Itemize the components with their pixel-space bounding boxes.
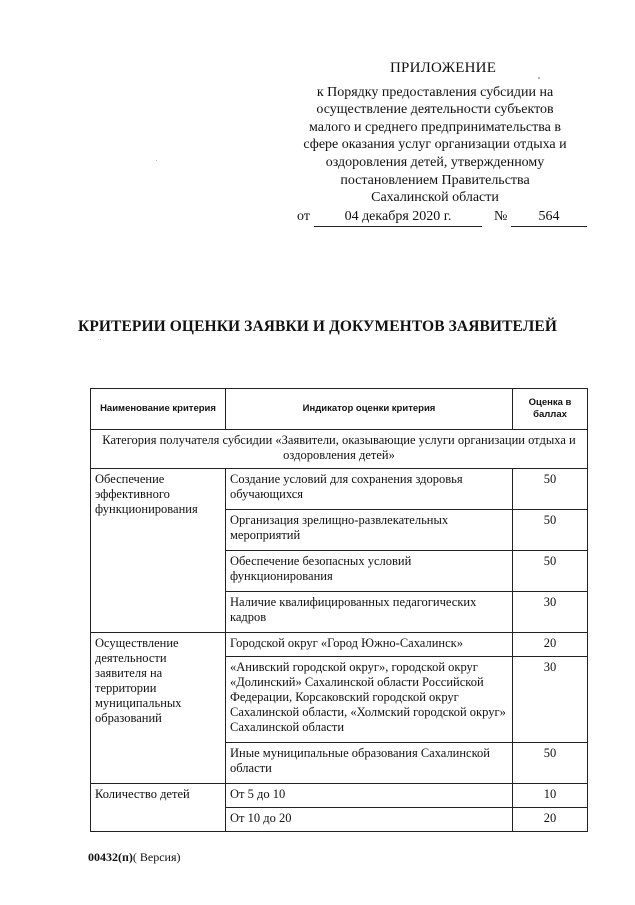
indicator-cell: Городской округ «Город Южно-Сахалинск» [226, 633, 513, 657]
number-label: № [494, 209, 508, 224]
category-cell: Категория получателя субсидии «Заявители, оказывающие услуги организации отдыха и оздоровления детей» [91, 430, 588, 469]
appendix-line: к Порядку предоставления субсидии на [316, 84, 554, 100]
indicator-cell: «Анивский городской округ», городской округ «Долинский» Сахалинской области Российской Федерации, Корсаковский городской округ Сахалинской области, «Холмский городской округ» Сахалинской области [226, 657, 513, 743]
document-code: 00432(п) [88, 850, 133, 864]
header-score: Оценка в баллах [513, 389, 588, 430]
scan-speck [156, 160, 157, 161]
indicator-cell: Наличие квалифицированных педагогических кадров [226, 592, 513, 633]
category-row [91, 430, 588, 469]
score-cell: 50 [513, 469, 588, 510]
criterion-name: Количество детей [91, 784, 226, 832]
appendix-line: постановлением Правительства [340, 172, 530, 188]
header-criterion-name: Наименование критерия [91, 389, 226, 430]
table-row [91, 633, 588, 657]
score-cell: 30 [513, 657, 588, 743]
appendix-header [280, 60, 590, 207]
table-row [91, 784, 588, 808]
criteria-table [90, 388, 588, 832]
indicator-cell: От 5 до 10 [226, 784, 513, 808]
from-label: от [297, 209, 310, 224]
appendix-line: осуществление деятельности субъектов [316, 102, 554, 118]
resolution-date: 04 декабря 2020 г. [314, 209, 482, 227]
resolution-date-row [297, 209, 589, 227]
indicator-cell: Иные муниципальные образования Сахалинской области [226, 743, 513, 784]
header-indicator: Индикатор оценки критерия [226, 389, 513, 430]
indicator-cell: Создание условий для сохранения здоровья обучающихся [226, 469, 513, 510]
indicator-cell: Обеспечение безопасных условий функционирования [226, 551, 513, 592]
score-cell: 20 [513, 808, 588, 832]
document-title: КРИТЕРИИ ОЦЕНКИ ЗАЯВКИ И ДОКУМЕНТОВ ЗАЯВИТЕЛЕЙ [77, 318, 557, 335]
score-cell: 50 [513, 743, 588, 784]
appendix-line: Сахалинской области [371, 190, 499, 206]
table-row [91, 469, 588, 510]
score-cell: 50 [513, 510, 588, 551]
table-header-row [91, 389, 588, 430]
appendix-line: сфере оказания услуг организации отдыха и [303, 137, 567, 153]
appendix-line: малого и среднего предпринимательства в [309, 119, 561, 135]
indicator-cell: Организация зрелищно-развлекательных мероприятий [226, 510, 513, 551]
score-cell: 10 [513, 784, 588, 808]
indicator-cell: От 10 до 20 [226, 808, 513, 832]
resolution-number: 564 [511, 209, 587, 227]
scan-speck [538, 77, 540, 79]
document-version: ( Версия) [132, 850, 181, 864]
document-footer [88, 850, 181, 865]
appendix-title: ПРИЛОЖЕНИЕ [390, 60, 497, 76]
criterion-name: Осуществление деятельности заявителя на территории муниципальных образований [91, 633, 226, 784]
score-cell: 50 [513, 551, 588, 592]
appendix-line: оздоровления детей, утвержденному [325, 154, 545, 170]
scan-speck [100, 339, 101, 340]
score-cell: 30 [513, 592, 588, 633]
criterion-name: Обеспечение эффективного функционирования [91, 469, 226, 633]
score-cell: 20 [513, 633, 588, 657]
